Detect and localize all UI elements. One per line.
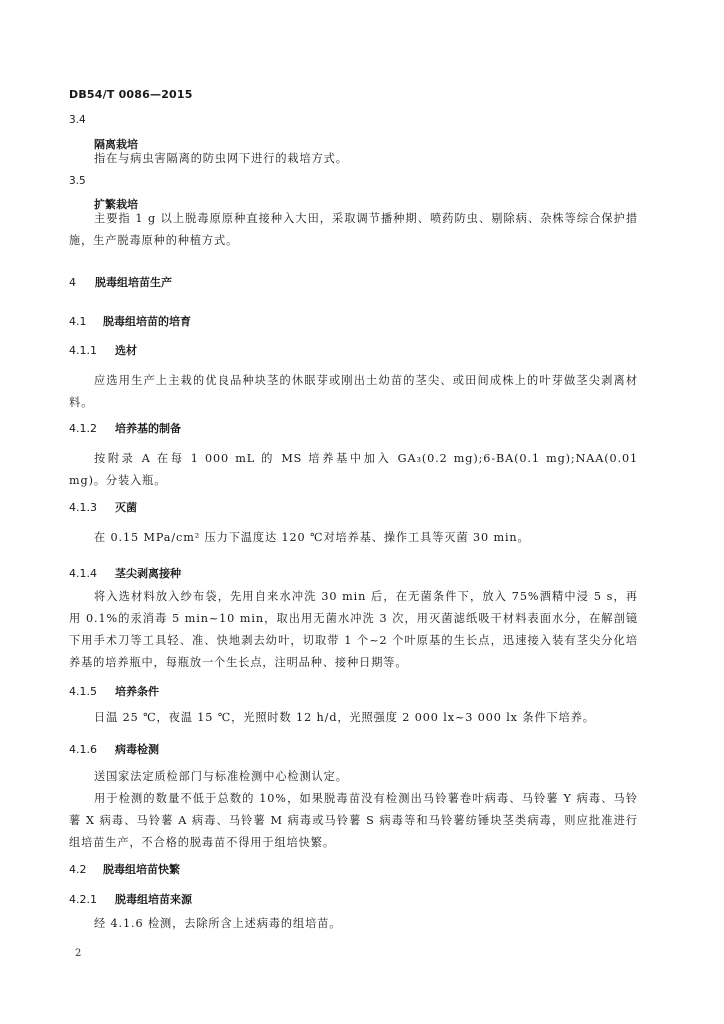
term-3-4: 隔离栽培 (94, 138, 138, 151)
paragraph-4-1-6-b: 用于检测的数量不低于总数的 10%，如果脱毒苗没有检测出马铃薯卷叶病毒、马铃薯 Y 病毒、马铃薯 X 病毒、马铃薯 A 病毒、马铃薯 M 病毒或马铃薯 S 病毒等和马铃薯纺锤块茎类病毒，则应批准进行组培苗生产，不合格的脱毒苗不得用于组培快繁。 (69, 792, 638, 849)
section-number: 4.1 (69, 315, 87, 328)
section-heading-4-1-3 (69, 499, 638, 515)
definition-3-5: 主要指 1 g 以上脱毒原原种直接种入大田，采取调节播种期、喷药防虫、剔除病、杂株等综合保护措施，生产脱毒原种的种植方式。 (69, 212, 638, 247)
paragraph-4-1-3: 在 0.15 MPa/cm² 压力下温度达 120 ℃对培养基、操作工具等灭菌 30 min。 (94, 531, 530, 544)
section-number: 4.2 (69, 863, 87, 876)
section-number: 4.1.3 (69, 501, 97, 514)
paragraph-4-1-5: 日温 25 ℃，夜温 15 ℃，光照时数 12 h/d，光照强度 2 000 lx~3 000 lx 条件下培养。 (94, 711, 595, 724)
section-heading-4-2 (69, 861, 638, 877)
section-title: 脱毒组培苗快繁 (103, 863, 180, 876)
paragraph-4-1-2: 按附录 A 在每 1 000 mL 的 MS 培养基中加入 GA₃(0.2 mg);6-BA(0.1 mg);NAA(0.01 mg)。分装入瓶。 (69, 452, 638, 487)
section-title: 培养条件 (115, 685, 159, 698)
paragraph-4-1-1: 应选用生产上主栽的优良品种块茎的休眠芽或刚出土幼苗的茎尖、或田间成株上的叶芽做茎尖剥离材料。 (69, 374, 638, 409)
section-number: 4.1.1 (69, 344, 97, 357)
section-heading-4-1-5 (69, 683, 638, 699)
section-heading-4 (69, 274, 638, 290)
term-3-5: 扩繁栽培 (94, 198, 138, 211)
section-number: 4 (69, 276, 76, 289)
section-title: 灭菌 (115, 501, 137, 514)
section-title: 病毒检测 (115, 743, 159, 756)
section-title: 脱毒组培苗的培育 (103, 315, 191, 328)
definition-3-4: 指在与病虫害隔离的防虫网下进行的栽培方式。 (94, 152, 348, 165)
clause-number-3-5: 3.5 (69, 175, 86, 187)
section-number: 4.1.4 (69, 567, 97, 580)
paragraph-4-1-4: 将入选材料放入纱布袋，先用自来水冲洗 30 min 后，在无菌条件下，放入 75%酒精中浸 5 s，再用 0.1%的汞消毒 5 min~10 min，取出用无菌水冲洗 3 次，用灭菌滤纸吸干材料表面水分，在解剖镜下用手术刀等工具轻、准、快地剥去幼叶，切取带 1 个~2 个叶原基的生长点，迅速接入装有茎尖分化培养基的培养瓶中，每瓶放一个生长点，注明品种、接种日期等。 (69, 590, 638, 669)
page-number: 2 (75, 948, 82, 959)
section-number: 4.2.1 (69, 893, 97, 906)
section-heading-4-1-4 (69, 565, 638, 581)
section-heading-4-2-1 (69, 891, 638, 907)
section-heading-4-1-1 (69, 342, 638, 358)
section-number: 4.1.5 (69, 685, 97, 698)
section-title: 选材 (115, 344, 137, 357)
section-title: 茎尖剥离接种 (115, 567, 181, 580)
section-title: 脱毒组培苗来源 (115, 893, 192, 906)
section-heading-4-1 (69, 313, 638, 329)
section-title: 培养基的制备 (115, 422, 181, 435)
standard-code: DB54/T 0086—2015 (69, 88, 193, 101)
paragraph-4-1-6-a: 送国家法定质检部门与标准检测中心检测认定。 (94, 770, 348, 783)
section-number: 4.1.2 (69, 422, 97, 435)
section-heading-4-1-2 (69, 420, 638, 436)
section-heading-4-1-6 (69, 741, 638, 757)
section-number: 4.1.6 (69, 743, 97, 756)
section-title: 脱毒组培苗生产 (95, 276, 172, 289)
clause-number-3-4: 3.4 (69, 114, 86, 126)
paragraph-4-2-1: 经 4.1.6 检测，去除所含上述病毒的组培苗。 (94, 917, 342, 930)
